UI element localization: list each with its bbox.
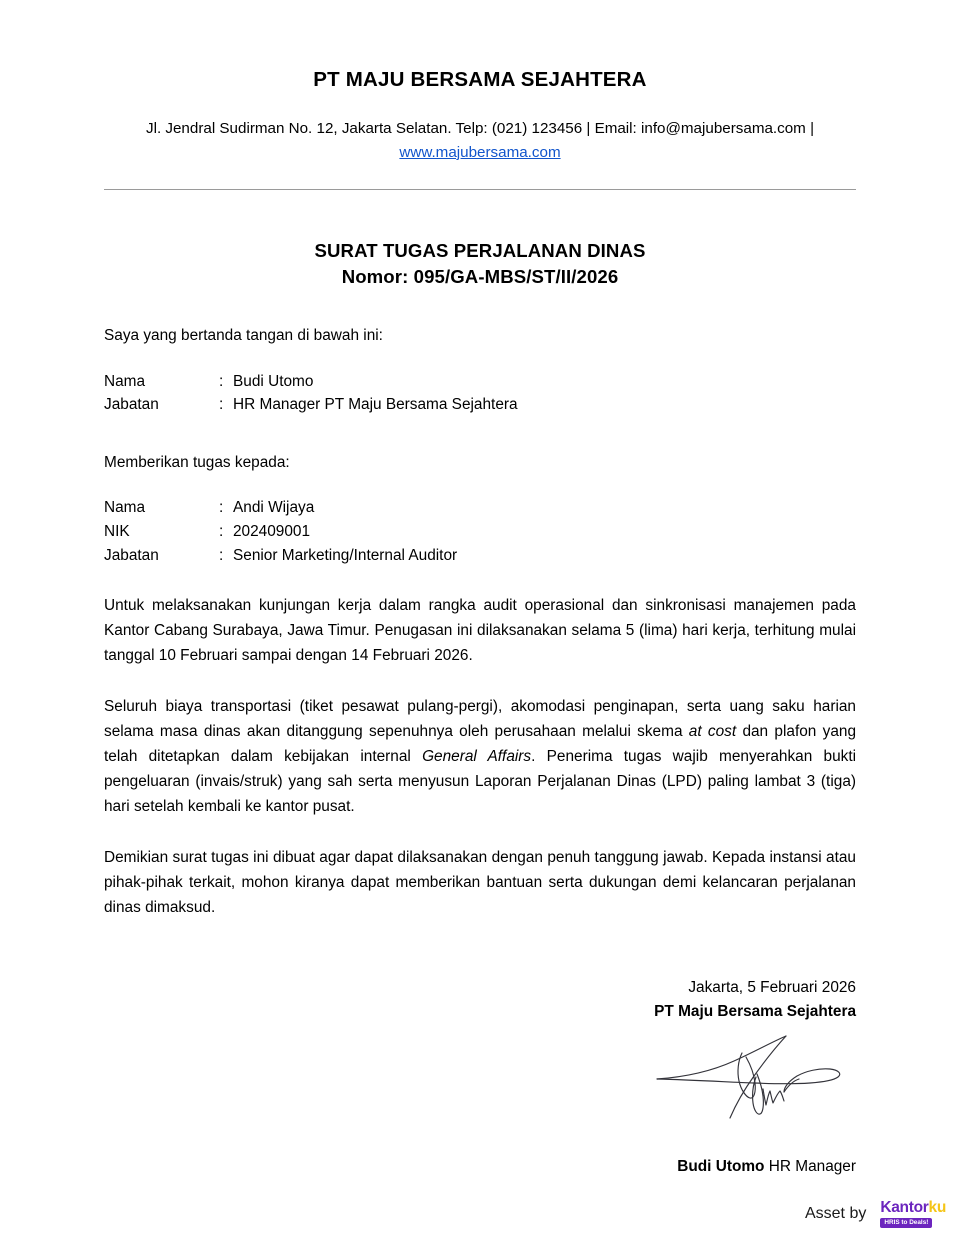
company-website-link[interactable]: www.majubersama.com (399, 143, 561, 161)
footer-attribution (805, 1200, 946, 1228)
body-paragraph-3: Demikian surat tugas ini dibuat agar dapat dilaksanakan dengan penuh tanggung jawab. Kepada instansi atau pihak-pihak terkait, mohon kiranya dapat memberikan bantuan serta dukungan demi kelancaran perjalanan dinas dimaksud. (104, 848, 856, 916)
field-separator: : (219, 396, 224, 414)
paragraph-2-italic-at-cost: at cost (688, 722, 737, 740)
company-address-phone: Jl. Jendral Sudirman No. 12, Jakarta Selatan. Telp: (021) 123456 | Email: (145, 119, 637, 137)
field-separator: : (219, 372, 224, 390)
signature-company-name: PT Maju Bersama Sejahtera (654, 1002, 856, 1020)
table-row (104, 370, 518, 394)
paragraph-2-italic-general-affairs: General Affairs (422, 747, 532, 765)
signature-image-wrapper (104, 1029, 856, 1133)
signature-name-line (104, 1155, 856, 1178)
signatory-name: Budi Utomo (677, 1158, 765, 1176)
document-title-block (104, 238, 856, 291)
field-value: Budi Utomo (233, 372, 314, 390)
assignor-field-table (104, 370, 518, 418)
table-row (104, 544, 457, 568)
body-paragraph-1: Untuk melaksanakan kunjungan kerja dalam rangka audit operasional dan sinkronisasi manajemen pada Kantor Cabang Surabaya, Jawa Timur. Penugasan ini dilaksanakan selama 5 (lima) hari kerja, terhitung mulai tanggal 10 Februari sampai dengan 14 Februari 2026. (104, 597, 856, 664)
field-label: NIK (104, 523, 130, 541)
company-email: info@majubersama.com (641, 119, 806, 137)
brand-name-secondary: ku (928, 1199, 946, 1217)
kantorku-logo[interactable] (880, 1200, 946, 1228)
field-separator: : (219, 523, 224, 541)
signature-block (104, 976, 856, 1178)
signatory-title: HR Manager (764, 1158, 856, 1176)
signature-place-date: Jakarta, 5 Februari 2026 (688, 979, 856, 997)
field-label: Jabatan (104, 547, 159, 565)
page-title: SURAT TUGAS PERJALANAN DINAS (314, 239, 646, 261)
field-value: HR Manager PT Maju Bersama Sejahtera (233, 396, 518, 414)
paragraph-2-part-3: . Penerima tugas wajib menyerahkan bukti pengeluaran (invais/struk) yang sah serta menyusun Laporan Perjalanan Dinas (LPD) paling lambat 3 (tiga) hari setelah kembali ke kantor pusat. (104, 747, 857, 815)
contact-separator: | (810, 119, 815, 137)
document-number: Nomor: 095/GA-MBS/ST/II/2026 (341, 266, 619, 288)
letterhead (104, 0, 856, 190)
assignee-field-table (104, 496, 457, 568)
brand-name-primary: Kantor (880, 1199, 929, 1217)
document-content (104, 0, 856, 1178)
field-value: Andi Wijaya (233, 499, 315, 517)
brand-wordmark (880, 1200, 946, 1216)
field-separator: : (219, 547, 224, 565)
company-name: PT MAJU BERSAMA SEJAHTERA (313, 68, 647, 91)
body-paragraph-2 (104, 695, 856, 820)
field-label: Nama (104, 372, 146, 390)
intro-text: Saya yang bertanda tangan di bawah ini: (104, 327, 383, 345)
field-label: Nama (104, 499, 146, 517)
company-contact-line (104, 117, 856, 165)
brand-tagline: HRIS to Deals! (880, 1218, 932, 1228)
assign-intro-text: Memberikan tugas kepada: (104, 454, 290, 472)
field-value: Senior Marketing/Internal Auditor (233, 547, 458, 565)
field-value: 202409001 (233, 523, 311, 541)
field-separator: : (219, 499, 224, 517)
asset-by-label: Asset by (804, 1205, 867, 1223)
table-row (104, 496, 457, 520)
handwritten-signature-icon (654, 1031, 854, 1131)
table-row (104, 520, 457, 544)
table-row (104, 393, 518, 417)
paragraph-2-part-2: dan plafon yang telah ditetapkan dalam kebijakan internal (104, 722, 856, 765)
letterhead-divider (104, 189, 856, 190)
paragraph-2-part-1: Seluruh biaya transportasi (tiket pesawat pulang-pergi), akomodasi penginapan, serta uang saku harian selama masa dinas akan ditanggung sepenuhnya oleh perusahaan melalui skema (104, 697, 856, 740)
field-label: Jabatan (104, 396, 159, 414)
